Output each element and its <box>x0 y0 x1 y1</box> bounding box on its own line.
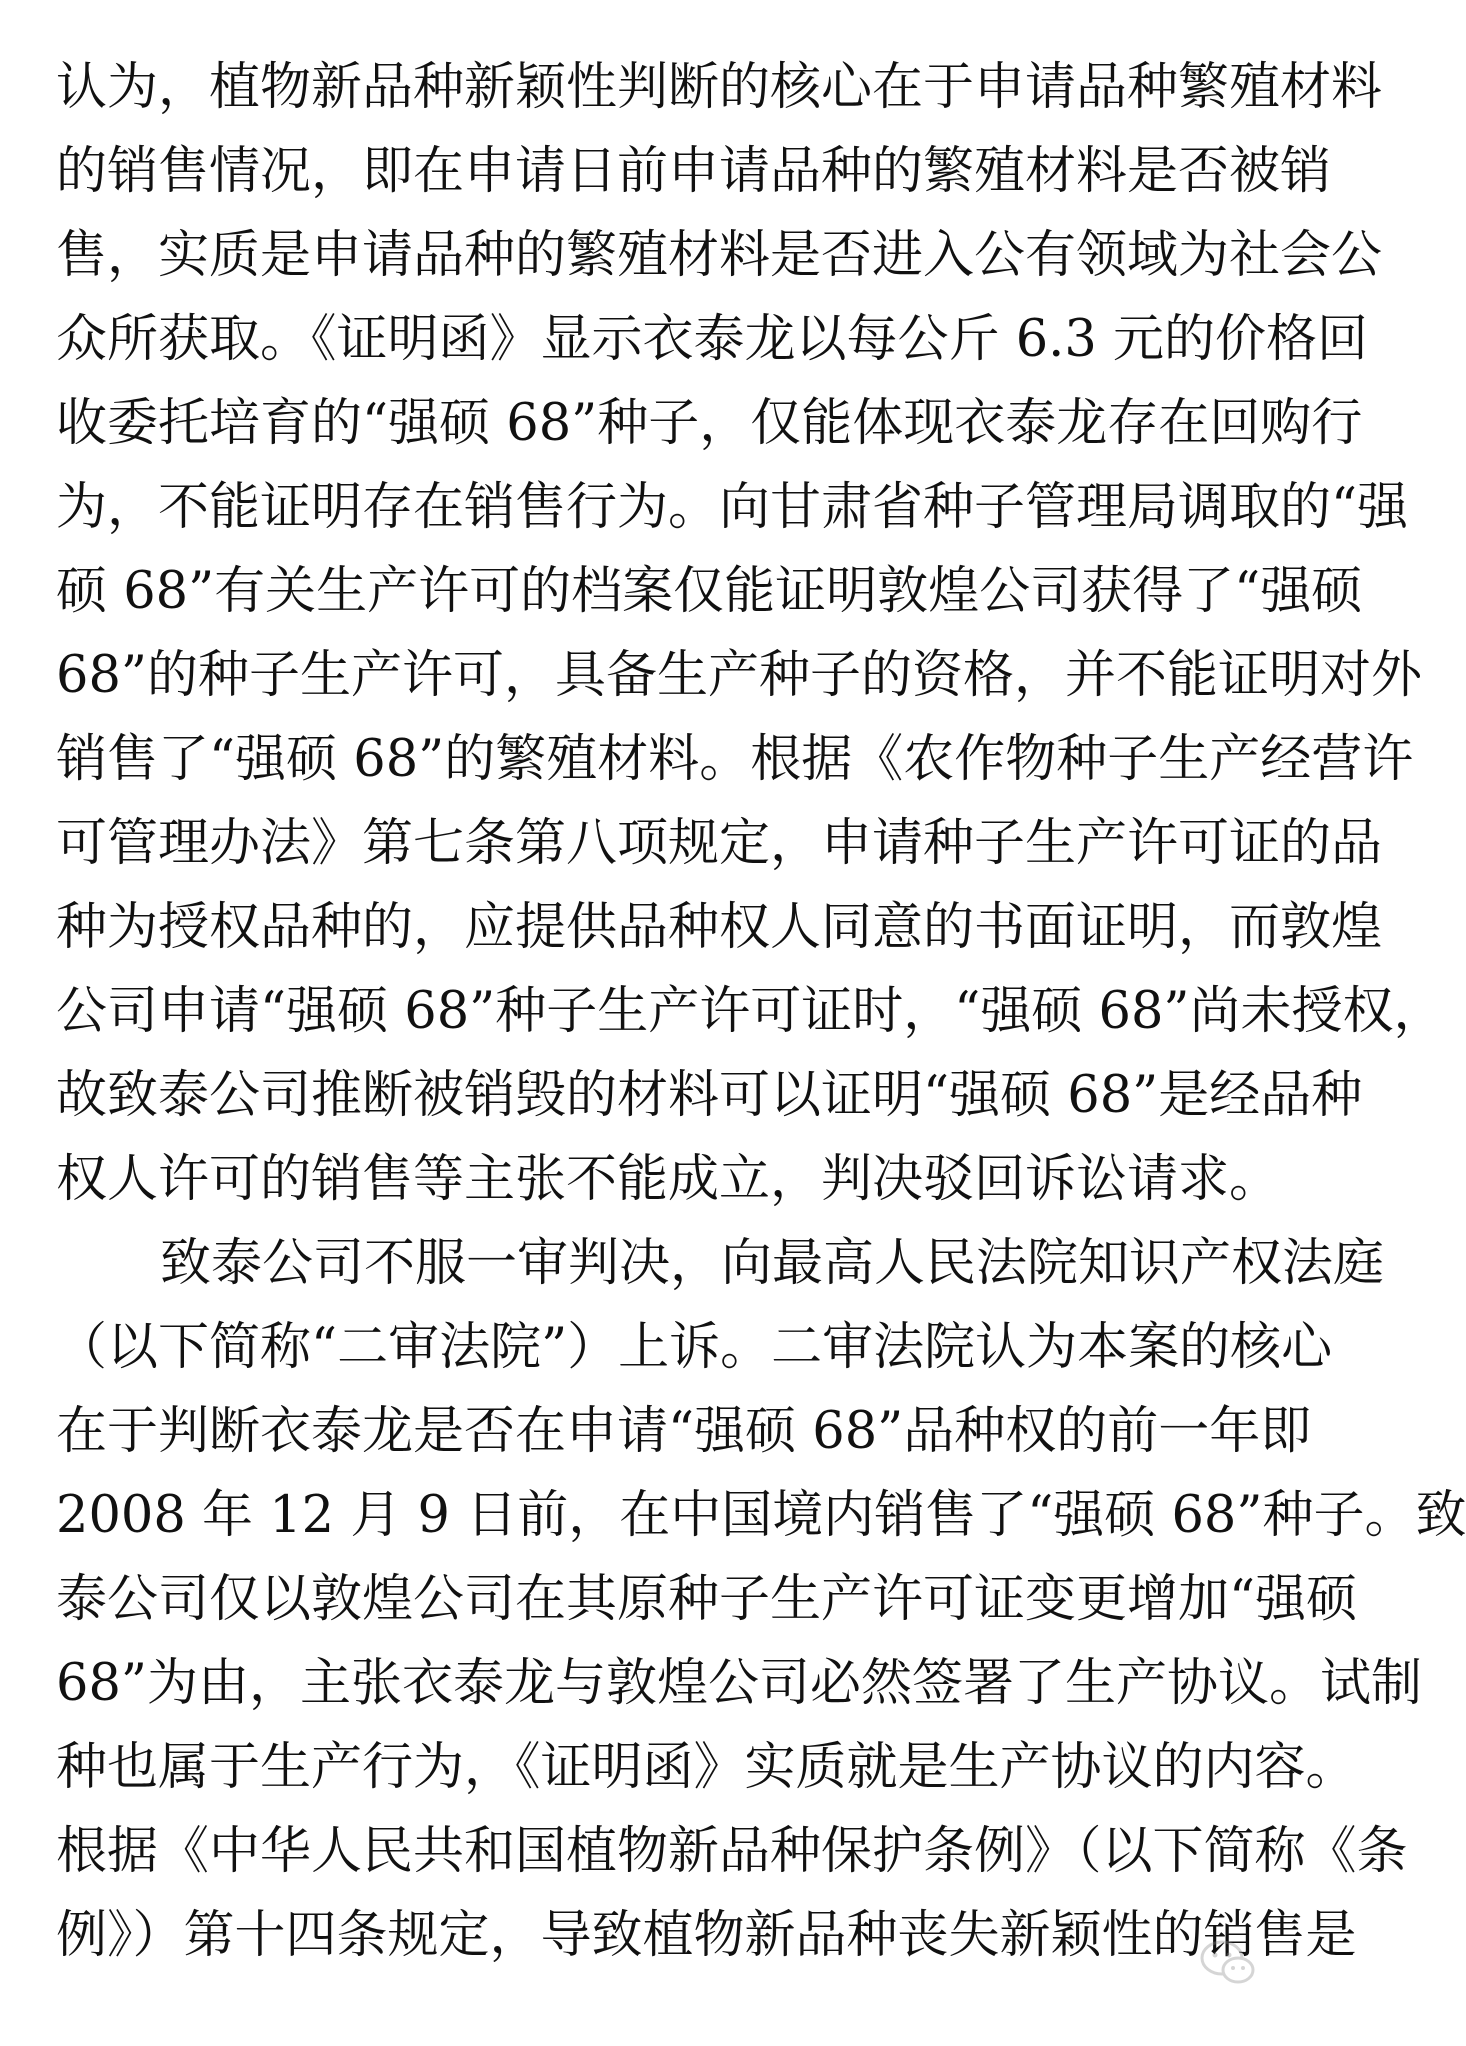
text-line: 68”为由，主张衣泰龙与敦煌公司必然签署了生产协议。试制 <box>56 1654 1422 1713</box>
text-line: 在于判断衣泰龙是否在申请“强硕 68”品种权的前一年即 <box>56 1402 1312 1461</box>
text-line: （以下简称“二审法院”）上诉。二审法院认为本案的核心 <box>56 1318 1333 1377</box>
paragraph-start-line: 致泰公司不服一审判决，向最高人民法院知识产权法庭 <box>160 1234 1385 1293</box>
body-text <box>56 46 1466 1978</box>
text-line: 68”的种子生产许可，具备生产种子的资格，并不能证明对外 <box>56 646 1422 705</box>
text-line: 种为授权品种的，应提供品种权人同意的书面证明，而敦煌 <box>56 898 1383 957</box>
text-line: 例》）第十四条规定，导致植物新品种丧失新颖性的销售是 <box>56 1906 1357 1965</box>
text-line: 2008 年 12 月 9 日前，在中国境内销售了“强硕 68”种子。致 <box>56 1486 1466 1545</box>
text-line: 可管理办法》第七条第八项规定，申请种子生产许可证的品 <box>56 814 1383 873</box>
paragraph-end-line: 权人许可的销售等主张不能成立，判决驳回诉讼请求。 <box>56 1150 1281 1209</box>
text-line: 公司申请“强硕 68”种子生产许可证时，“强硕 68”尚未授权， <box>56 982 1445 1041</box>
text-line: 泰公司仅以敦煌公司在其原种子生产许可证变更增加“强硕 <box>56 1570 1358 1629</box>
watermark <box>1198 1936 1258 1988</box>
text-line: 认为，植物新品种新颖性判断的核心在于申请品种繁殖材料 <box>56 58 1383 117</box>
text-line: 的销售情况，即在申请日前申请品种的繁殖材料是否被销 <box>56 142 1332 201</box>
text-line: 故致泰公司推断被销毁的材料可以证明“强硕 68”是经品种 <box>56 1066 1363 1125</box>
text-line: 售，实质是申请品种的繁殖材料是否进入公有领域为社会公 <box>56 226 1383 285</box>
text-line: 种也属于生产行为，《证明函》实质就是生产协议的内容。 <box>56 1738 1357 1797</box>
text-line: 收委托培育的“强硕 68”种子，仅能体现衣泰龙存在回购行 <box>56 394 1363 453</box>
wechat-icon <box>1198 1936 1258 1988</box>
text-line: 销售了“强硕 68”的繁殖材料。根据《农作物种子生产经营许 <box>56 730 1414 789</box>
text-line: 硕 68”有关生产许可的档案仅能证明敦煌公司获得了“强硕 <box>56 562 1363 621</box>
text-line: 根据《中华人民共和国植物新品种保护条例》（以下简称《条 <box>56 1822 1408 1881</box>
text-line: 众所获取。《证明函》显示衣泰龙以每公斤 6.3 元的价格回 <box>56 310 1369 369</box>
text-line: 为，不能证明存在销售行为。向甘肃省种子管理局调取的“强 <box>56 478 1409 537</box>
